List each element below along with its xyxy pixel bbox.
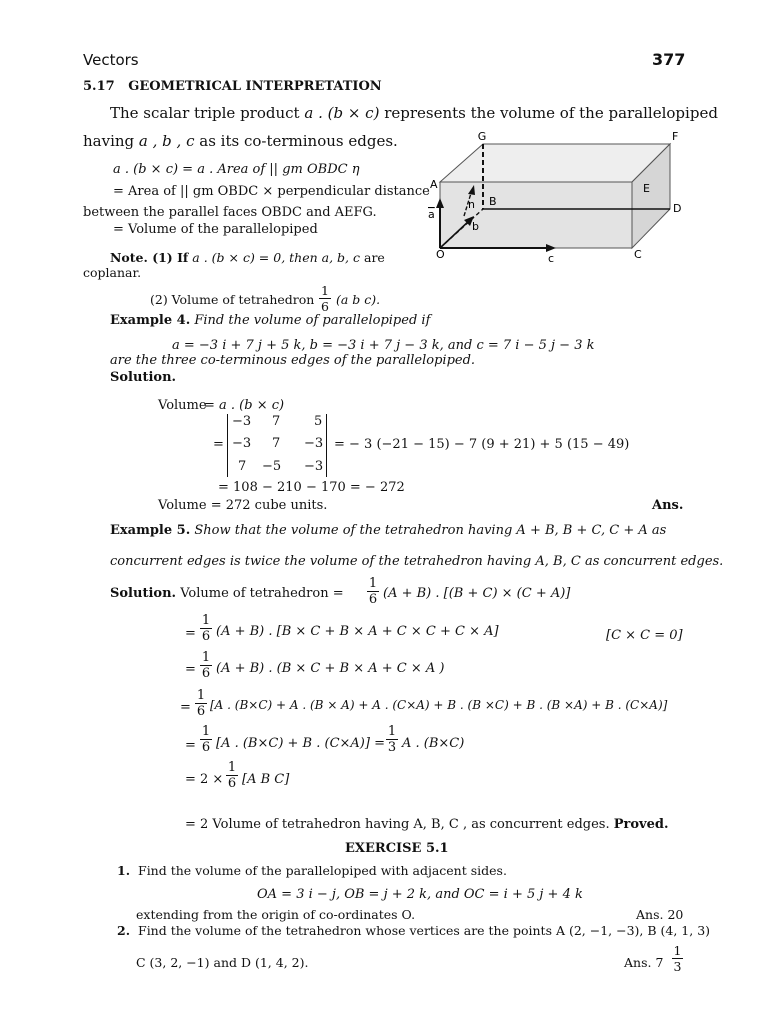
ex5-frac-3: $\frac{1}{6}$ xyxy=(201,650,211,681)
note-line-1: Note. (1) If a . (b × c) = 0, then a, b, c are xyxy=(110,250,385,265)
ex5-step-4: [A . (B×C) + A . (B × A) + A . (C×A) + B . (B ×C) + B . (B ×A) + B . (C×A)] xyxy=(210,698,668,712)
proved-label: Proved. xyxy=(613,817,669,832)
parallelopiped-diagram xyxy=(428,132,688,262)
ex5-frac-1: $\frac{1}{6}$ xyxy=(368,576,378,607)
det-cell: −3 xyxy=(304,436,324,451)
ex5-step-5: [A . (B×C) + B . (C×A)] = xyxy=(216,736,385,751)
exercise-q2: 2. Find the volume of the tetrahedron whose vertices are the points A (2, −1, −3), B (4, 1, 3) xyxy=(117,923,711,938)
triple-product-expr: a . (b × c) xyxy=(304,104,380,122)
exercise-q1-text2: extending from the origin of co-ordinates O. xyxy=(136,907,416,922)
section-heading xyxy=(83,79,382,94)
label-C: C xyxy=(634,248,642,261)
example4-text2: are the three co-terminous edges of the parallelopiped. xyxy=(110,353,476,368)
derivation-line-4: = Volume of the parallelopiped xyxy=(113,222,318,237)
ex5-step-6a: = 2 × xyxy=(185,772,224,787)
ex5-step-7: = 2 Volume of tetrahedron having A, B, C , as concurrent edges. Proved. xyxy=(185,817,669,832)
det-cell: 7 xyxy=(238,459,247,474)
intro-line-1: The scalar triple product a . (b × c) represents the volume of the parallelopiped xyxy=(110,104,718,122)
label-n-hat: n xyxy=(468,198,475,211)
section-number: 5.17 xyxy=(83,79,115,94)
ex5-eq-3: = xyxy=(185,662,196,677)
ex5-eq-5: = xyxy=(185,738,196,753)
note-fraction: $\frac{1}{6}$ xyxy=(319,283,331,314)
page-number: 377 xyxy=(652,50,686,69)
exercise-title: EXERCISE 5.1 xyxy=(345,841,449,856)
exercise-q1-ans: Ans. 20 xyxy=(636,907,684,922)
ex5-eq-4: = xyxy=(180,700,191,715)
ex4-final: Volume = 272 cube units. xyxy=(158,498,328,513)
label-c-vec: c xyxy=(548,252,555,262)
ex5-sum-vectors: A + B, B + C, C + A xyxy=(516,523,648,538)
top-face xyxy=(440,144,670,182)
ex5-step-1: (A + B) . [(B + C) × (C + A)] xyxy=(383,586,571,601)
section-title: GEOMETRICAL INTERPRETATION xyxy=(128,79,382,94)
derivation-line-2: = Area of || gm OBDC × perpendicular distance xyxy=(113,184,430,199)
det-cell: −3 xyxy=(304,459,324,474)
note-line-3: (2) Volume of tetrahedron xyxy=(150,292,315,307)
label-b-vec: b xyxy=(472,220,479,233)
ex4-result: = 108 − 210 − 170 = − 272 xyxy=(218,480,405,495)
front-face xyxy=(440,182,632,248)
label-O: O xyxy=(436,248,445,261)
example4-vectors: a = −3 i + 7 j + 5 k, b = −3 i + 7 j − 3 k, and c = 7 i − 5 j − 3 k xyxy=(172,338,595,353)
det-cell: −5 xyxy=(262,459,282,474)
ex5-step-6b: [A B C] xyxy=(242,772,290,787)
det-cell: 5 xyxy=(314,414,323,429)
derivation-line-1: a . (b × c) = a . Area of || gm OBDC η xyxy=(113,162,360,177)
ex5-frac-2: $\frac{1}{6}$ xyxy=(201,613,211,644)
ex5-eq-2: = xyxy=(185,626,196,641)
ex5-solution-line: Solution. Volume of tetrahedron = xyxy=(110,586,344,601)
note-line-2: coplanar. xyxy=(83,265,142,280)
determinant xyxy=(227,414,327,477)
intro-line-2: having a , b , c as its co-terminous edges. xyxy=(83,132,398,150)
example4-heading: Example 4. Find the volume of parallelopiped if xyxy=(110,313,431,328)
exercise-q2-text2: C (3, 2, −1) and D (1, 4, 2). xyxy=(136,955,309,970)
label-A: A xyxy=(430,178,438,191)
running-head: Vectors xyxy=(83,51,139,69)
ex4-ans: Ans. xyxy=(652,498,684,513)
derivation-line-3: between the parallel faces OBDC and AEFG. xyxy=(83,205,377,220)
det-cell: −3 xyxy=(232,436,252,451)
det-cell: 7 xyxy=(272,436,281,451)
label-F: F xyxy=(672,132,679,143)
example4-solution: Solution. xyxy=(110,370,177,385)
label-B: B xyxy=(489,195,497,208)
ex4-det-equals: = xyxy=(213,437,224,452)
ex5-step-5b: A . (B×C) xyxy=(402,736,465,751)
exercise-q2-ans: Ans. 7 xyxy=(624,955,664,970)
ex5-frac-5: $\frac{1}{6}$ xyxy=(201,724,211,755)
ex5-step-3: (A + B) . (B × C + B × A + C × A ) xyxy=(216,661,445,676)
exercise-q2-ans-frac: $\frac{1}{3}$ xyxy=(673,943,682,974)
ex5-frac-third: $\frac{1}{3}$ xyxy=(387,724,397,755)
ex5-step-2-note: [C × C = 0] xyxy=(606,628,683,643)
label-G: G xyxy=(477,132,487,143)
note-bracket-expr: (a b c). xyxy=(336,292,381,307)
label-E: E xyxy=(643,182,650,195)
det-cell: 7 xyxy=(272,414,281,429)
ex5-step-2: (A + B) . [B × C + B × A + C × C + C × A] xyxy=(216,624,499,639)
label-a-vec: a xyxy=(428,208,435,221)
ex4-expansion: = − 3 (−21 − 15) − 7 (9 + 21) + 5 (15 − 49) xyxy=(334,437,630,452)
edge-vectors: a , b , c xyxy=(138,132,195,150)
det-cell: −3 xyxy=(232,414,252,429)
label-D: D xyxy=(673,202,682,215)
ex4-volume-label: Volume xyxy=(158,398,207,413)
exercise-q1-vectors: OA = 3 i − j, OB = j + 2 k, and OC = i + 5 j + 4 k xyxy=(257,887,583,902)
exercise-q1: 1. Find the volume of the parallelopiped with adjacent sides. xyxy=(117,863,507,878)
example5-line-2: concurrent edges is twice the volume of the tetrahedron having A, B, C as concurrent edges. xyxy=(110,554,724,569)
example5-line-1: Example 5. Show that the volume of the tetrahedron having A + B, B + C, C + A as xyxy=(110,523,667,538)
ex5-frac-4: $\frac{1}{6}$ xyxy=(196,688,206,719)
ex5-frac-6: $\frac{1}{6}$ xyxy=(227,760,237,791)
ex4-volume-expr: = a . (b × c) xyxy=(204,398,285,413)
